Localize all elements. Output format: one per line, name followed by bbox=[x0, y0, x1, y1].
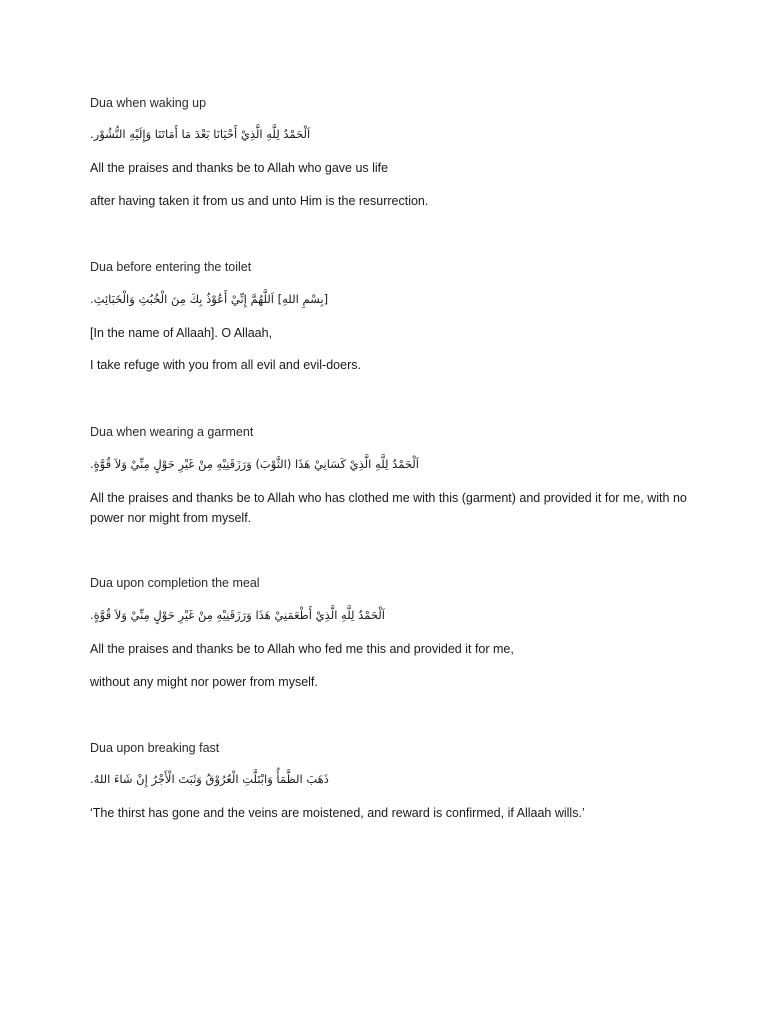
arabic-dua-meal: اَلْحَمْدُ لِلَّهِ الَّذِيْ أَطْعَمَنِيْ هَذَا وَرَزَقَنِيْهِ مِنْ غَيْرِ حَوْلٍ مِنِّيْ وَلاَ قُوَّةٍ. bbox=[90, 608, 385, 622]
translation-paragraph: All the praises and thanks be to Allah who has clothed me with this (garment) and provided it for me, with no power nor might from myself. bbox=[90, 491, 687, 525]
section-heading-meal: Dua upon completion the meal bbox=[90, 576, 260, 590]
section-heading-waking-up: Dua when waking up bbox=[90, 96, 207, 110]
translation-line: I take refuge with you from all evil and evil-doers. bbox=[90, 358, 361, 372]
arabic-dua-waking-up: اَلْحَمْدُ لِلَّهِ الَّذِيْ أَحْيَانَا بَعْدَ مَا أَمَاتَنَا وَإِلَيْهِ النُّشُوْر. bbox=[90, 127, 311, 141]
arabic-dua-breaking-fast: ذَهَبَ الظَّمَأُ وَابْتَلَّتِ الْعُرُوْقُ وَثَبَتَ الْأَجْرُ إِنْ شَاءَ اللهُ. bbox=[90, 772, 329, 786]
section-heading-garment: Dua when wearing a garment bbox=[90, 425, 254, 439]
translation-line: All the praises and thanks be to Allah who gave us life bbox=[90, 161, 389, 175]
translation-line: ‘The thirst has gone and the veins are moistened, and reward is confirmed, if Allaah wills.’ bbox=[90, 806, 585, 820]
translation-line: without any might nor power from myself. bbox=[90, 675, 318, 689]
arabic-dua-toilet: [بِسْمِ اللهِ] اَللَّهُمَّ إِنِّيْ أَعُوْذُ بِكَ مِنَ الْخُبُثِ وَالْخَبَائِثِ. bbox=[90, 292, 329, 306]
translation-line: after having taken it from us and unto Him is the resurrection. bbox=[90, 194, 429, 208]
section-heading-toilet: Dua before entering the toilet bbox=[90, 260, 252, 274]
arabic-dua-garment: اَلْحَمْدُ لِلَّهِ الَّذِيْ كَسَانِيْ هَذَا (الثَّوْبَ) وَرَزَقَنِيْهِ مِنْ غَيْرِ حَوْلٍ مِنِّيْ وَلاَ قُوَّةٍ. bbox=[90, 457, 419, 471]
section-heading-breaking-fast: Dua upon breaking fast bbox=[90, 741, 220, 755]
translation-line: [In the name of Allaah]. O Allaah, bbox=[90, 326, 273, 340]
translation-line: All the praises and thanks be to Allah who fed me this and provided it for me, bbox=[90, 642, 514, 656]
